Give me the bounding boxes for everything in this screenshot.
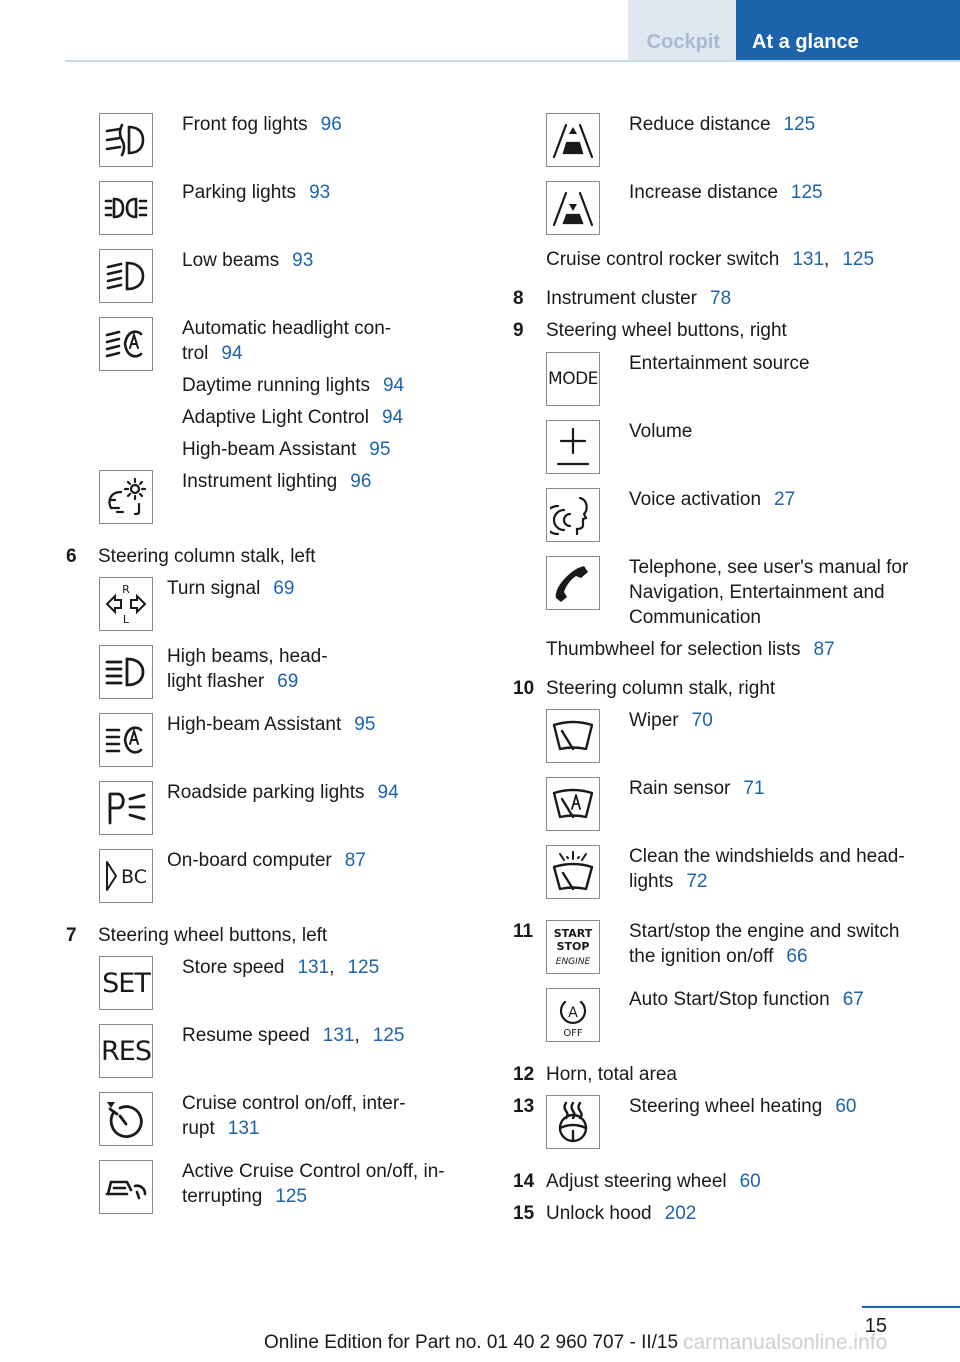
item-number: 7	[66, 925, 77, 946]
high-beam-assistant-text: High-beam Assistant 95	[182, 439, 391, 460]
mode-button-icon	[546, 352, 600, 406]
page-ref[interactable]: 69	[277, 671, 299, 692]
rain-sensor-icon	[546, 777, 600, 831]
start-stop-text: Start/stop the engine and switch	[629, 921, 900, 942]
entertainment-source-text: Entertainment source	[629, 353, 810, 374]
page-ref[interactable]: 125	[275, 1186, 307, 1207]
front-fog-lights-text: Front fog lights 96	[182, 114, 342, 135]
page-ref[interactable]: 70	[691, 710, 713, 731]
page-ref[interactable]: 125	[372, 1025, 405, 1046]
page-ref[interactable]: 87	[813, 639, 835, 660]
page-ref[interactable]: 78	[710, 288, 732, 309]
high-beam-assistant-icon	[99, 713, 153, 767]
page-ref[interactable]: 27	[774, 489, 796, 510]
page-ref[interactable]: 95	[354, 714, 376, 735]
item-number: 10	[513, 678, 535, 699]
daytime-running-lights-text: Daytime running lights 94	[182, 375, 405, 396]
instrument-lighting-text: Instrument lighting 96	[182, 471, 372, 492]
page-ref[interactable]: 94	[381, 407, 404, 428]
page-footer	[0, 1300, 960, 1362]
auto-start-stop-icon-off: OFF	[563, 1028, 583, 1038]
page-ref[interactable]: 69	[273, 578, 295, 599]
page-ref[interactable]: 131	[297, 957, 330, 978]
res-button-icon	[99, 1024, 153, 1078]
automatic-headlight-icon	[99, 317, 153, 371]
section-tab[interactable]	[628, 0, 736, 60]
page-ref[interactable]: 67	[842, 989, 864, 1010]
chapter-label: At a glance	[752, 31, 859, 53]
reduce-distance-text: Reduce distance 125	[629, 114, 816, 135]
low-beams-icon	[99, 249, 153, 303]
page-ref[interactable]: 94	[221, 343, 243, 364]
auto-start-stop-text: Auto Start/Stop function 67	[629, 989, 864, 1010]
wiper-icon	[546, 709, 600, 763]
page-ref[interactable]: 131	[227, 1118, 260, 1139]
item-number: 14	[513, 1171, 535, 1192]
turn-signal-icon-l: L	[122, 613, 130, 626]
volume-text: Volume	[629, 421, 693, 442]
item-12-title: Horn, total area	[546, 1064, 677, 1085]
page-ref[interactable]: 94	[377, 782, 399, 803]
auto-start-stop-icon	[546, 988, 600, 1042]
chapter-tab[interactable]	[736, 0, 960, 60]
turn-signal-icon-r: R	[122, 583, 130, 596]
page-ref[interactable]: 60	[739, 1171, 761, 1192]
telephone-text-3: Communication	[629, 607, 761, 628]
cruise-control-text-2: rupt 131	[182, 1118, 260, 1139]
automatic-headlight-text: Automatic headlight con-	[182, 318, 392, 339]
item-number: 12	[513, 1064, 535, 1085]
front-fog-lights-icon	[99, 113, 153, 167]
increase-distance-icon	[546, 181, 600, 235]
start-stop-button-icon	[546, 920, 600, 974]
item-15-text: Unlock hood 202	[546, 1203, 697, 1224]
page-ref[interactable]: 125	[783, 114, 816, 135]
item-number: 15	[513, 1203, 535, 1224]
adaptive-light-control-text: Adaptive Light Control 94	[182, 407, 404, 428]
page-ref[interactable]: 93	[309, 182, 331, 203]
page-ref[interactable]: 87	[344, 850, 366, 871]
reduce-distance-icon	[546, 113, 600, 167]
automatic-headlight-text-2: trol 94	[182, 343, 243, 364]
page-ref[interactable]: 131	[792, 249, 825, 270]
item-7-title: Steering wheel buttons, left	[98, 925, 328, 946]
res-button-icon-label: RES	[101, 1035, 151, 1067]
rain-sensor-text: Rain sensor 71	[629, 778, 765, 799]
steering-wheel-heating-icon	[546, 1095, 600, 1149]
washer-icon	[546, 845, 600, 899]
section-label: Cockpit	[646, 31, 720, 53]
set-button-icon	[99, 956, 153, 1010]
page-ref[interactable]: 125	[347, 957, 380, 978]
page-ref[interactable]: 72	[686, 871, 708, 892]
onboard-computer-icon-label: BC	[121, 866, 147, 888]
item-number: 8	[513, 288, 524, 309]
cruise-rocker-text: Cruise control rocker switch 131, 125	[546, 249, 875, 270]
thumbwheel-text: Thumbwheel for selection lists 87	[546, 639, 835, 660]
roadside-parking-lights-icon	[99, 781, 153, 835]
resume-speed-text: Resume speed 131, 125	[182, 1025, 405, 1046]
item-number: 9	[513, 320, 524, 341]
cruise-control-text: Cruise control on/off, inter-	[182, 1093, 406, 1114]
high-beams-text-2: light flasher 69	[167, 671, 299, 692]
page-ref[interactable]: 96	[320, 114, 342, 135]
onboard-computer-text: On-board computer 87	[167, 850, 366, 871]
start-stop-icon-l1: START	[553, 927, 593, 940]
page-ref[interactable]: 95	[369, 439, 391, 460]
high-beam-assistant-text-2: High-beam Assistant 95	[167, 714, 376, 735]
high-beams-text: High beams, head-	[167, 646, 328, 667]
washer-text-2: lights 72	[629, 871, 708, 892]
start-stop-icon-l2: STOP	[556, 940, 590, 953]
page-header	[0, 0, 960, 62]
washer-text: Clean the windshields and head-	[629, 846, 905, 867]
edition-text: Online Edition for Part no. 01 40 2 960 707 - II/15	[264, 1332, 679, 1353]
page-ref[interactable]: 131	[322, 1025, 355, 1046]
page-number: 15	[864, 1315, 887, 1337]
item-6-title: Steering column stalk, left	[98, 546, 316, 567]
page-ref[interactable]: 93	[292, 250, 314, 271]
high-beams-icon	[99, 645, 153, 699]
turn-signal-icon	[99, 577, 153, 631]
item-number: 11	[513, 921, 534, 942]
low-beams-text: Low beams 93	[182, 250, 314, 271]
item-9-title: Steering wheel buttons, right	[546, 320, 787, 341]
item-14-text: Adjust steering wheel 60	[546, 1171, 761, 1192]
active-cruise-control-text-2: terrupting 125	[182, 1186, 307, 1207]
page-ref[interactable]: 60	[835, 1096, 857, 1117]
item-8-text: Instrument cluster 78	[546, 288, 732, 309]
roadside-parking-lights-text: Roadside parking lights 94	[167, 782, 399, 803]
volume-icon	[546, 420, 600, 474]
set-button-icon-label: SET	[102, 967, 150, 999]
page-ref[interactable]: 94	[382, 375, 405, 396]
store-speed-text: Store speed 131, 125	[182, 957, 380, 978]
voice-activation-icon	[546, 488, 600, 542]
mode-button-icon-label: MODE	[548, 368, 598, 389]
page-ref[interactable]: 202	[664, 1203, 697, 1224]
page-ref[interactable]: 66	[786, 946, 808, 967]
page-ref[interactable]: 125	[790, 182, 823, 203]
cruise-control-icon	[99, 1092, 153, 1146]
footer-rule	[862, 1306, 960, 1308]
turn-signal-text: Turn signal 69	[167, 578, 295, 599]
onboard-computer-icon	[99, 849, 153, 903]
wiper-text: Wiper 70	[629, 710, 713, 731]
page-ref[interactable]: 125	[842, 249, 875, 270]
page-ref[interactable]: 96	[350, 471, 372, 492]
instrument-lighting-icon	[99, 470, 153, 524]
voice-activation-text: Voice activation 27	[629, 489, 796, 510]
telephone-icon	[546, 556, 600, 610]
item-10-title: Steering column stalk, right	[546, 678, 776, 699]
watermark: carmanualsonline.info	[683, 1331, 888, 1354]
header-rule	[65, 60, 960, 62]
telephone-text: Telephone, see user's manual for	[629, 557, 909, 578]
telephone-text-2: Navigation, Entertainment and	[629, 582, 885, 603]
page-ref[interactable]: 71	[743, 778, 765, 799]
item-number: 6	[66, 546, 77, 567]
steering-wheel-heating-text: Steering wheel heating 60	[629, 1096, 857, 1117]
parking-lights-icon	[99, 181, 153, 235]
start-stop-text-2: the ignition on/off 66	[629, 946, 808, 967]
increase-distance-text: Increase distance 125	[629, 182, 823, 203]
parking-lights-text: Parking lights 93	[182, 182, 331, 203]
active-cruise-control-icon	[99, 1160, 153, 1214]
auto-start-stop-icon-a: A	[568, 1005, 578, 1021]
active-cruise-control-text: Active Cruise Control on/off, in-	[182, 1161, 445, 1182]
item-number: 13	[513, 1096, 535, 1117]
start-stop-icon-l3: ENGINE	[555, 957, 591, 967]
